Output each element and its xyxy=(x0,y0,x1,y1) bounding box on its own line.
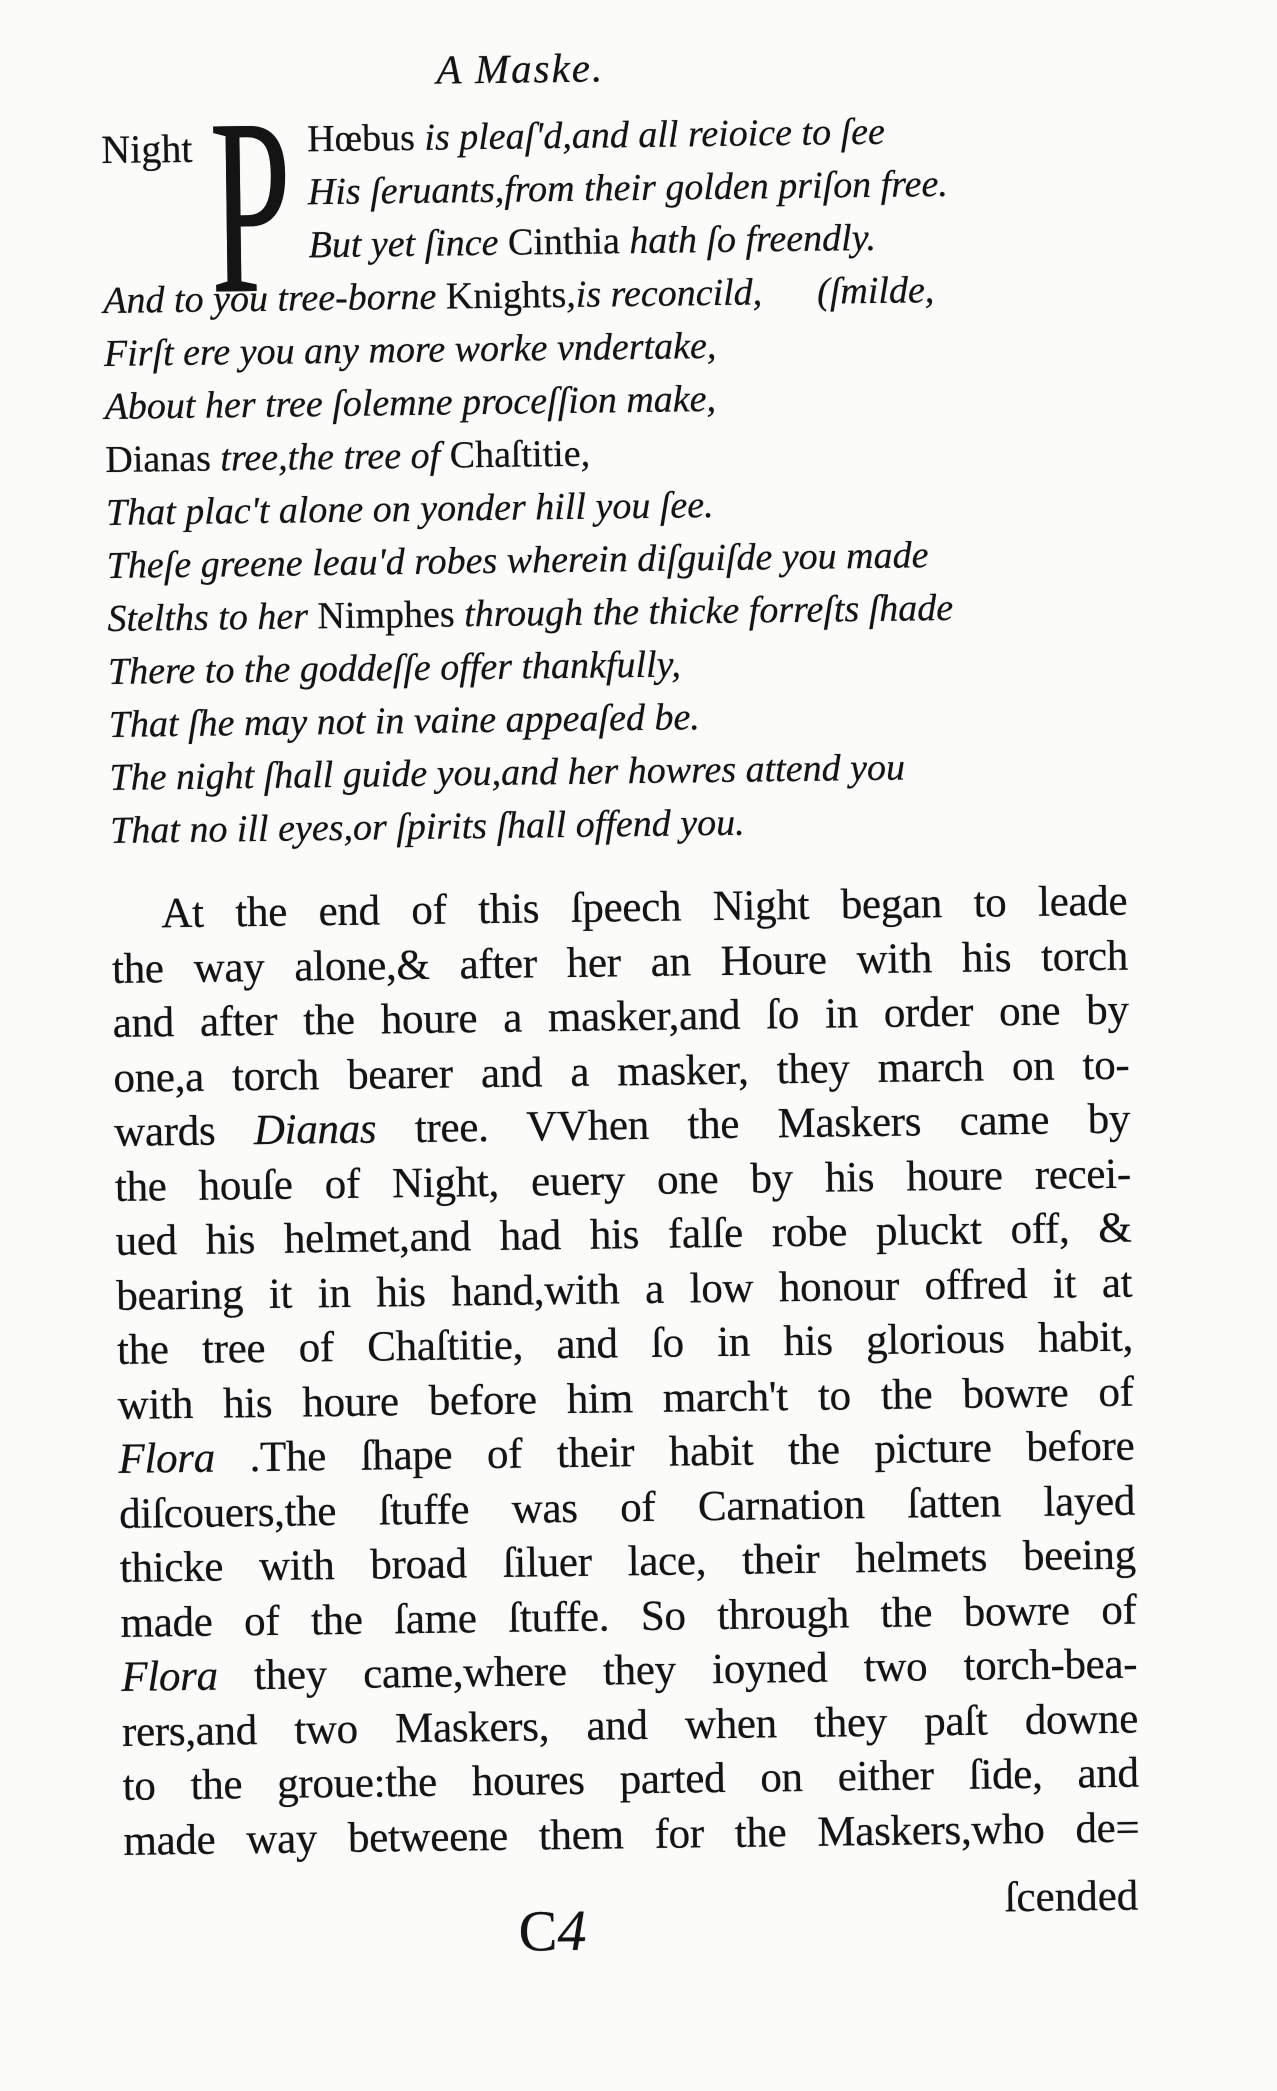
text-segment: But yet ſince xyxy=(308,221,509,267)
text-segment: Nimphes xyxy=(317,593,455,638)
catchword: ſcended xyxy=(1004,1872,1139,1922)
text-block xyxy=(100,37,1141,1975)
text-segment: , xyxy=(580,432,591,475)
text-segment: The night ſhall guide you,and her howres attend you xyxy=(109,746,906,799)
text-segment: wards xyxy=(113,1107,255,1156)
speaker-label: Night xyxy=(101,125,193,172)
text-segment: and after the houre a masker,and ſo in order one by xyxy=(112,986,1129,1047)
turnover-word: (ſmilde, xyxy=(816,269,935,313)
text-segment: Knights xyxy=(445,273,567,318)
prose-section xyxy=(111,875,1140,1869)
text-segment: Dianas xyxy=(253,1105,377,1155)
text-segment: Stelths to her xyxy=(107,595,318,640)
text-segment: is pleaſ'd,and all reioice to ſee xyxy=(414,110,886,159)
text-segment: Flora xyxy=(118,1434,216,1483)
text-segment: Theſe greene leau'd robes wherein diſguiſde you made xyxy=(106,534,929,587)
text-segment: ,is reconcild, xyxy=(565,271,763,316)
text-segment: Flora xyxy=(120,1652,219,1701)
text-segment: made of the ſame ſtuffe. So through the bowre of xyxy=(120,1586,1137,1647)
text-segment: tree,the tree of xyxy=(210,434,450,480)
text-segment: .The ſhape of their habit the picture before xyxy=(214,1422,1135,1482)
text-segment: thicke with broad ſiluer lace, their helmets beeing xyxy=(119,1531,1137,1592)
text-segment: And to you tree-borne xyxy=(103,275,447,322)
drop-cap-initial: P xyxy=(208,65,294,347)
text-segment: Cinthia xyxy=(507,220,621,264)
running-head: A Maske. xyxy=(436,44,605,93)
text-segment: His ſeruants,from their golden priſon free. xyxy=(307,162,949,214)
text-segment: through the thicke forreſts ſhade xyxy=(454,586,954,636)
text-segment: hath ſo freendly. xyxy=(619,216,877,263)
text-segment: to the groue:the houres parted on either ſide, and xyxy=(122,1749,1139,1810)
text-segment: Hœbus xyxy=(306,116,416,161)
text-segment: bearing it in his hand,with a low honour offred it at xyxy=(116,1259,1133,1320)
page-footer xyxy=(124,1872,1141,1975)
text-segment: That ſhe may not in vaine appeaſed be. xyxy=(108,696,701,746)
text-segment: with his houre before him march't to the bowre of xyxy=(117,1368,1134,1429)
text-segment: rers,and two Maskers, and when they paſt downe xyxy=(121,1695,1139,1756)
text-segment: one,a torch bearer and a masker, they march on to- xyxy=(113,1041,1130,1102)
text-segment: the houſe of Night, euery one by his houre recei- xyxy=(114,1150,1132,1211)
text-segment: the way alone,& after her an Houre with his torch xyxy=(111,932,1129,993)
text-segment: At the end of this ſpeech Night began to leade xyxy=(161,877,1128,938)
signature-mark: C4 xyxy=(518,1897,587,1964)
text-segment: Chaſtitie xyxy=(449,432,581,477)
text-segment: That no ill eyes,or ſpirits ſhall offend you. xyxy=(109,801,745,852)
text-segment: Firſt ere you any more worke vndertake, xyxy=(103,324,717,375)
text-segment: made way betweene them for the Maskers,who de= xyxy=(123,1804,1140,1865)
text-segment: the tree of Chaſtitie, and ſo in his glorious habit, xyxy=(116,1313,1134,1374)
text-segment: diſcouers,the ſtuffe was of Carnation ſatten layed xyxy=(118,1477,1136,1538)
text-segment: they came,where they ioyned two torch-bea- xyxy=(217,1640,1138,1700)
text-segment: Dianas xyxy=(105,437,212,481)
text-segment: ued his helmet,and had his falſe robe pluckt off, & xyxy=(115,1204,1132,1265)
text-segment: That plac't alone on yonder hill you ſee. xyxy=(105,484,714,534)
text-segment: There to the goddeſſe offer thankfully, xyxy=(107,643,682,693)
text-segment: tree. VVhen the Maskers came by xyxy=(375,1095,1131,1153)
text-segment: About her tree ſolemne proceſſion make, xyxy=(104,377,717,428)
